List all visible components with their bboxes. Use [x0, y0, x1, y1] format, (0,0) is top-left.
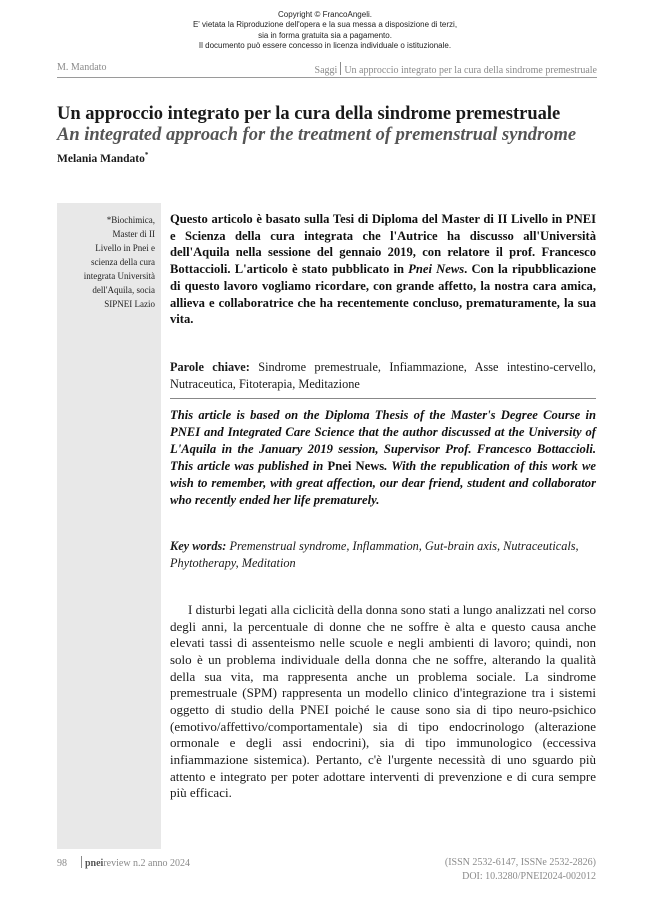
- copyright-line: Copyright © FrancoAngeli.: [278, 10, 372, 19]
- footer-right: [380, 856, 596, 883]
- running-head: [57, 60, 597, 78]
- keywords-italian: [170, 359, 596, 392]
- copyright-line: Il documento può essere concesso in licenza individuale o istituzionale.: [198, 40, 452, 50]
- abstract-english-text-end: . With the republication of this work we wish to remember, with great affection, our dear friend, student and collaborator who recently ended her life prematurely.: [170, 459, 596, 507]
- journal-name: Pnei News: [327, 459, 385, 473]
- copyright-line: E' vietata la Riproduzione dell'opera e la sua messa a disposizione di terzi,: [192, 20, 458, 30]
- affiliation-line: scienza della cura: [91, 257, 155, 267]
- page-number: 98: [57, 858, 67, 869]
- affiliation-line: SIPNEI Lazio: [104, 299, 155, 309]
- keywords-english: [170, 538, 596, 571]
- abstract-italian-text: Questo articolo è basato sulla Tesi di Diploma del Master di II Livello in PNEI e Scienza della cura integrata che l'Autrice ha discusso all'Università dell'Aquila nella sessione del gennaio 2019, con relatore il prof. Francesco Bottaccioli. L'articolo è stato pubblicato in: [170, 212, 596, 277]
- journal-name: Pnei News: [408, 262, 465, 277]
- author-affiliation: [63, 213, 155, 311]
- running-head-title: Un approccio integrato per la cura della sindrome premestruale: [344, 65, 597, 76]
- keywords-english-label: Key words:: [170, 539, 227, 553]
- abstract-english: [170, 407, 596, 509]
- author-name: Melania Mandato: [57, 152, 145, 165]
- doi-line: DOI: 10.3280/PNEI2024-002012: [462, 870, 596, 882]
- copyright-line: sia in forma gratuita sia a pagamento.: [258, 30, 392, 40]
- running-head-section: Saggi: [314, 65, 338, 76]
- sidebar-panel: [57, 203, 161, 849]
- affiliation-line: integrata Università: [83, 271, 155, 281]
- abstract-italian: [170, 211, 596, 328]
- journal-issue: review n.2 anno 2024: [103, 858, 190, 869]
- keywords-italian-label: Parole chiave:: [170, 360, 250, 374]
- article-title-english: An integrated approach for the treatment of premenstrual syndrome: [57, 125, 577, 145]
- abstract-english-text: This article is based on the Diploma Thesis of the Master's Degree Course in PNEI and Integrated Care Science that the author discussed at the University of L'Aquila in the January 2019 session, Supervisor Prof. Francesco Bottaccioli. This article was published in: [170, 408, 596, 473]
- keywords-english-text: Premenstrual syndrome, Inflammation, Gut-brain axis, Nutraceuticals, Phytotherapy, Meditation: [170, 539, 579, 570]
- journal-brand: pnei: [85, 858, 104, 869]
- footer-left: [57, 856, 190, 869]
- author-line: [57, 151, 148, 165]
- article-title-italian: Un approccio integrato per la cura della sindrome premestruale: [57, 104, 561, 124]
- affiliation-line: Livello in Pnei e: [95, 243, 155, 253]
- affiliation-line: dell'Aquila, socia: [92, 285, 155, 295]
- footer-divider: [81, 856, 82, 868]
- keywords-italian-text: Sindrome premestruale, Infiammazione, Asse intestino-cervello, Nutraceutica, Fitoterapia, Meditazione: [170, 360, 596, 391]
- issn-line: (ISSN 2532-6147, ISSNe 2532-2826): [444, 857, 596, 868]
- affiliation-line: Master di II: [112, 229, 155, 239]
- section-divider: [170, 398, 596, 399]
- running-head-right: [315, 62, 597, 76]
- author-footnote-mark: *: [144, 151, 149, 159]
- body-paragraph: I disturbi legati alla ciclicità della donna sono stati a lungo analizzati nel corso degli anni, la percentuale di donne che ne soffre è alta e questo causa anche elevati tassi di assenteismo nelle scuole e negli ambienti di lavoro; quindi, non solo è un problema individuale della donna che ne soffre, alterando la qualità della sua vita, ma rappresenta anche un problema sociale. La sindrome premestruale (SPM) rappresenta un modello clinico d'integrazione tra i sistemi oggetto di studio della PNEI poiché le cause sono sia di tipo neuro-psichico (emotivo/affettivo/comportamentale) sia di tipo endocrinologo (alterazione ormonale e degli assi endocrini), sia di tipo immunologico (eccessiva infiammazione sistemica). Pertanto, c'è l'urgente necessità di uno sguardo più attento e integrato per poter adottare interventi di prevenzione e di cura sempre più efficaci.: [170, 602, 596, 801]
- copyright-notice: [0, 10, 650, 51]
- abstract-italian-text-end: . Con la ripubblicazione di questo lavoro vogliamo ricordare, con grande affetto, la nostra cara amica, allieva e collaboratrice che ha recentemente concluso, prematuramente, la sua vita.: [170, 262, 596, 327]
- running-head-divider: [340, 62, 341, 75]
- running-head-author: M. Mandato: [57, 62, 107, 73]
- affiliation-line: *Biochimica,: [106, 215, 155, 225]
